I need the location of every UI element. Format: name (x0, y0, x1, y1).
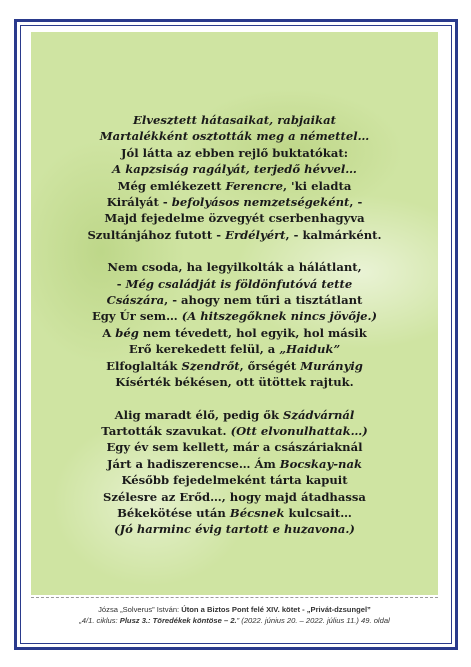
stanza-2 (31, 259, 438, 390)
poem-line-segment: Szádvárnál (283, 407, 355, 422)
page-footer (31, 604, 438, 626)
poem-line-segment: nem tévedett, hol egyik, hol másik (138, 325, 367, 340)
poem-line-segment: , - ahogy nem tűri a tisztátlant (164, 293, 363, 308)
poem-line (31, 423, 438, 439)
poem-line-segment: Erő kerekedett felül, a (128, 342, 280, 357)
poem-line (31, 407, 438, 423)
poem-line (31, 456, 438, 472)
poem-line (31, 358, 438, 374)
stanza-1 (31, 112, 438, 243)
poem-line-segment: Bécsnek (229, 505, 285, 520)
poem-line (31, 341, 438, 357)
poem-line (31, 439, 438, 455)
poem-line-segment: bég (115, 325, 139, 340)
poem-line (31, 292, 438, 308)
footer-line-2 (31, 615, 438, 626)
poem-line (31, 194, 438, 210)
poem-line-segment: Szultánjához futott - (87, 227, 226, 242)
poem-line (31, 227, 438, 243)
poem-line-segment: Nem csoda, ha legyilkolták a hálátlant, (107, 260, 362, 275)
poem-line-segment: Murányig (300, 358, 363, 373)
poem-line (31, 276, 438, 292)
poem-line-segment: „Haiduk” (279, 342, 341, 357)
poem-line-segment: Királyát - (106, 195, 172, 210)
poem-line-segment: Elfoglalták (106, 358, 182, 373)
poem-line (31, 161, 438, 177)
poem-line (31, 128, 438, 144)
poem-line-segment: Jól látta az ebben rejlő buktatókat: (121, 145, 348, 160)
poem-line-segment: Még emlékezett (117, 178, 226, 193)
poem-line-segment: (Ott elvonulhattak…) (230, 423, 368, 438)
footer-date-page: ” (2022. június 20. – 2022. július 11.) 49. oldal (236, 616, 390, 625)
poem-line-segment: Békekötése után (117, 505, 230, 520)
poem-body (31, 112, 438, 554)
footer-book-title: Úton a Biztos Pont felé XIV. kötet - „Privát-dzsungel” (181, 605, 371, 614)
poem-line-segment: Járt a hadiszerencse… Ám (107, 456, 280, 471)
poem-line-segment: Majd fejedelme özvegyét cserbenhagyva (104, 211, 365, 226)
poem-line (31, 210, 438, 226)
poem-line-segment: , 'ki eladta (282, 178, 352, 193)
poem-line-segment: , őrségét (239, 358, 301, 373)
poem-line-segment: Bocskay-nak (279, 456, 362, 471)
poem-line-segment: Később fejedelmeként tárta kapuit (121, 473, 348, 488)
footer-divider (31, 597, 438, 598)
poem-line (31, 178, 438, 194)
poem-line-segment: Még családját is földönfutóvá tette (125, 276, 353, 291)
footer-author: Józsa „Solverus” István: (98, 605, 182, 614)
poem-line (31, 505, 438, 521)
poem-line-segment: (A hitszegőknek nincs jövője.) (181, 309, 378, 324)
poem-line-segment: Erdélyért (225, 227, 286, 242)
footer-line-1 (31, 604, 438, 615)
poem-line-segment: Alig maradt élő, pedig ők (114, 407, 284, 422)
footer-section-title: Plusz 3.: Töredékek köntöse – 2. (119, 616, 237, 625)
poem-line (31, 521, 438, 537)
poem-line-segment: , - (349, 195, 363, 210)
poem-line-segment: Császára (106, 293, 165, 308)
poem-line-segment: Elvesztett hátasaikat, rabjaikat (133, 113, 336, 127)
poem-line-segment: Kísérték békésen, ott ütöttek rajtuk. (115, 375, 354, 390)
poem-line-segment: (Jó harminc évig tartott e huzavona.) (114, 522, 355, 537)
poem-line-segment: A (102, 325, 116, 340)
poem-line-segment: , - kalmárként. (285, 227, 382, 242)
poem-line (31, 489, 438, 505)
poem-line (31, 259, 438, 275)
poem-line-segment: Egy Úr sem… (91, 309, 182, 324)
poem-line-segment: - (116, 276, 126, 291)
poem-line-segment: Martalékként osztották meg a némettel… (99, 129, 370, 144)
poem-line (31, 308, 438, 324)
poem-line (31, 325, 438, 341)
poem-line-segment: kulcsait… (284, 505, 352, 520)
stanza-3 (31, 407, 438, 538)
footer-cycle: „4/1. ciklus: (79, 616, 120, 625)
poem-line (31, 374, 438, 390)
poem-line-segment: Tartották szavukat. (101, 423, 231, 438)
poem-line-segment: befolyásos nemzetségeként (171, 195, 350, 210)
poem-line-segment: Szélesre az Erőd…, hogy majd átadhassa (103, 489, 366, 504)
poem-line (31, 145, 438, 161)
poem-line-segment: Egy év sem kellett, már a császáriaknál (106, 440, 363, 455)
poem-line (31, 472, 438, 488)
poem-line-segment: A kapzsiság ragályát, terjedő hévvel… (112, 162, 357, 177)
poem-line-segment: Ferencre (225, 178, 283, 193)
poem-line (31, 112, 438, 128)
poem-line-segment: Szendrőt (181, 358, 240, 373)
